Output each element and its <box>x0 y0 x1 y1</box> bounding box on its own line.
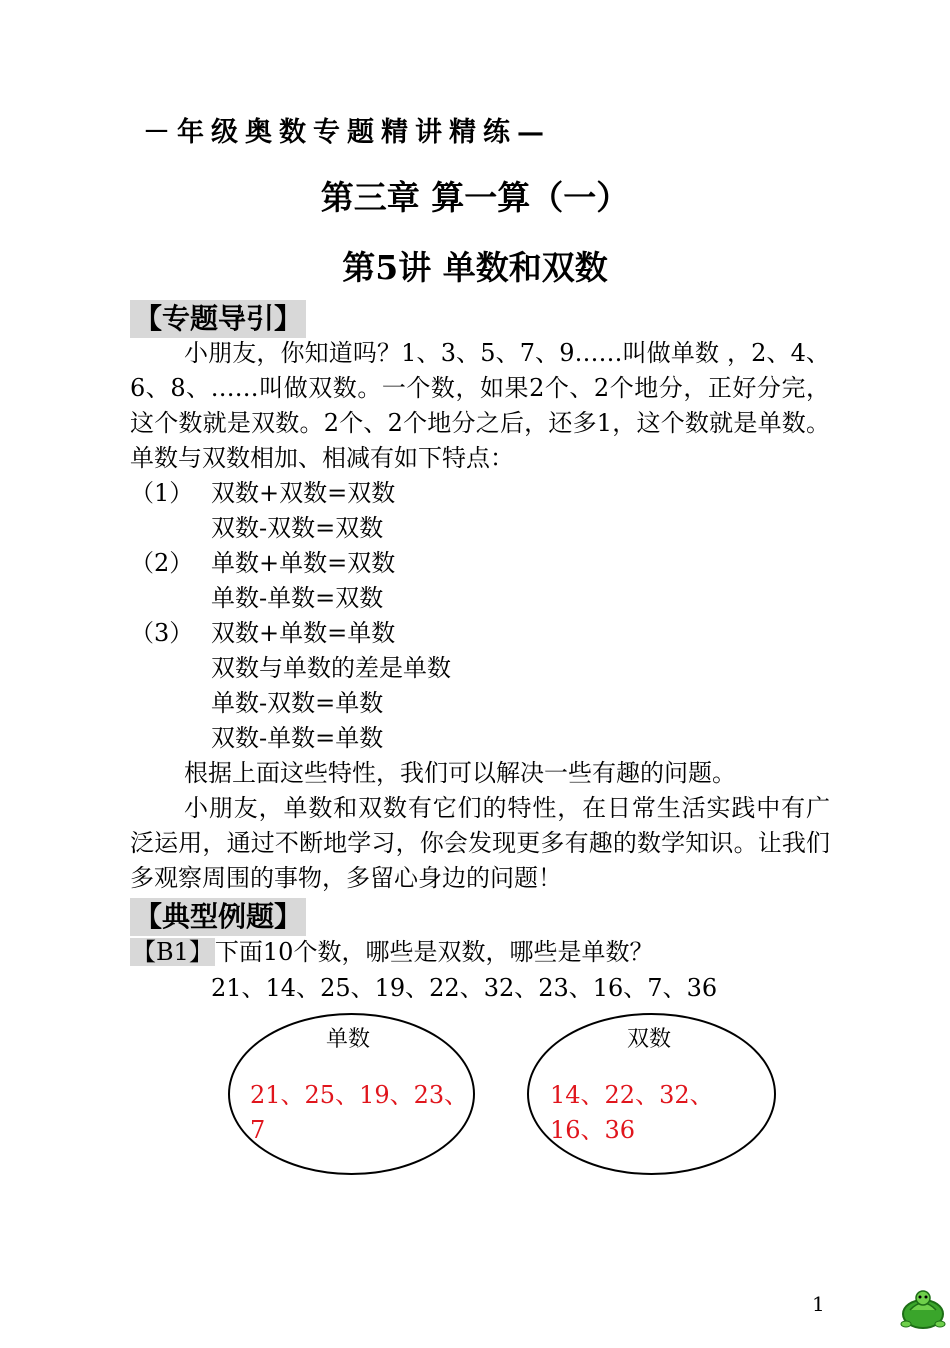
even-numbers-answer: 14、22、32、16、36 <box>550 1081 714 1144</box>
rule-line: 双数与单数的差是单数 <box>211 654 451 682</box>
rule-line: 单数-单数=双数 <box>211 584 384 612</box>
example-b1-question-line <box>130 935 653 970</box>
rule-line: 双数-双数=双数 <box>211 514 384 542</box>
example-b1-question: 下面10个数，哪些是双数，哪些是单数？ <box>214 938 654 966</box>
rule-line: 双数+单数=单数 <box>211 619 396 647</box>
example-b1-numbers: 21、14、25、19、22、32、23、16、7、36 <box>211 974 718 1002</box>
page-number: 1 <box>812 1292 825 1316</box>
odd-numbers-answer: 21、25、19、23、7 <box>250 1081 469 1144</box>
section-examples-label: 【典型例题】 <box>130 898 306 936</box>
even-numbers-label: 双数 <box>627 1027 672 1052</box>
chapter-title: 第三章 算一算（一） <box>320 178 630 217</box>
rule-line: 双数-单数=单数 <box>211 724 384 752</box>
rule-line: 单数+单数=双数 <box>211 549 396 577</box>
rule-number-2: （2） <box>130 549 194 577</box>
example-tag-b1: 【B1】 <box>132 938 213 966</box>
lecture-title: 第5讲 单数和双数 <box>342 248 608 287</box>
rule-line: 单数-双数=单数 <box>211 689 384 717</box>
intro-paragraph-3: 小朋友，单数和双数有它们的特性，在日常生活实践中有广泛运用，通过不断地学习，你会发现更多有趣的数学知识。让我们多观察周围的事物，多留心身边的问题！ <box>130 794 830 892</box>
intro-paragraph-2: 根据上面这些特性，我们可以解决一些有趣的问题。 <box>184 759 736 787</box>
turtle-icon <box>898 1288 948 1336</box>
odd-numbers-label: 单数 <box>326 1027 371 1052</box>
intro-paragraph: 小朋友，你知道吗？1、3、5、7、9……叫做单数 ，2、4、6、8、……叫做双数。一个数，如果2个、2个地分，正好分完，这个数就是双数。2个、2个地分之后，还多1，这个数就是单数。单数与双数相加、相减有如下特点： <box>130 339 830 472</box>
series-title: －年级奥数专题精讲精练— <box>143 117 551 148</box>
rule-number-3: （3） <box>130 619 194 647</box>
section-intro-label: 【专题导引】 <box>130 300 306 338</box>
rule-number-1: （1） <box>130 479 194 507</box>
rule-line: 双数+双数=双数 <box>211 479 396 507</box>
